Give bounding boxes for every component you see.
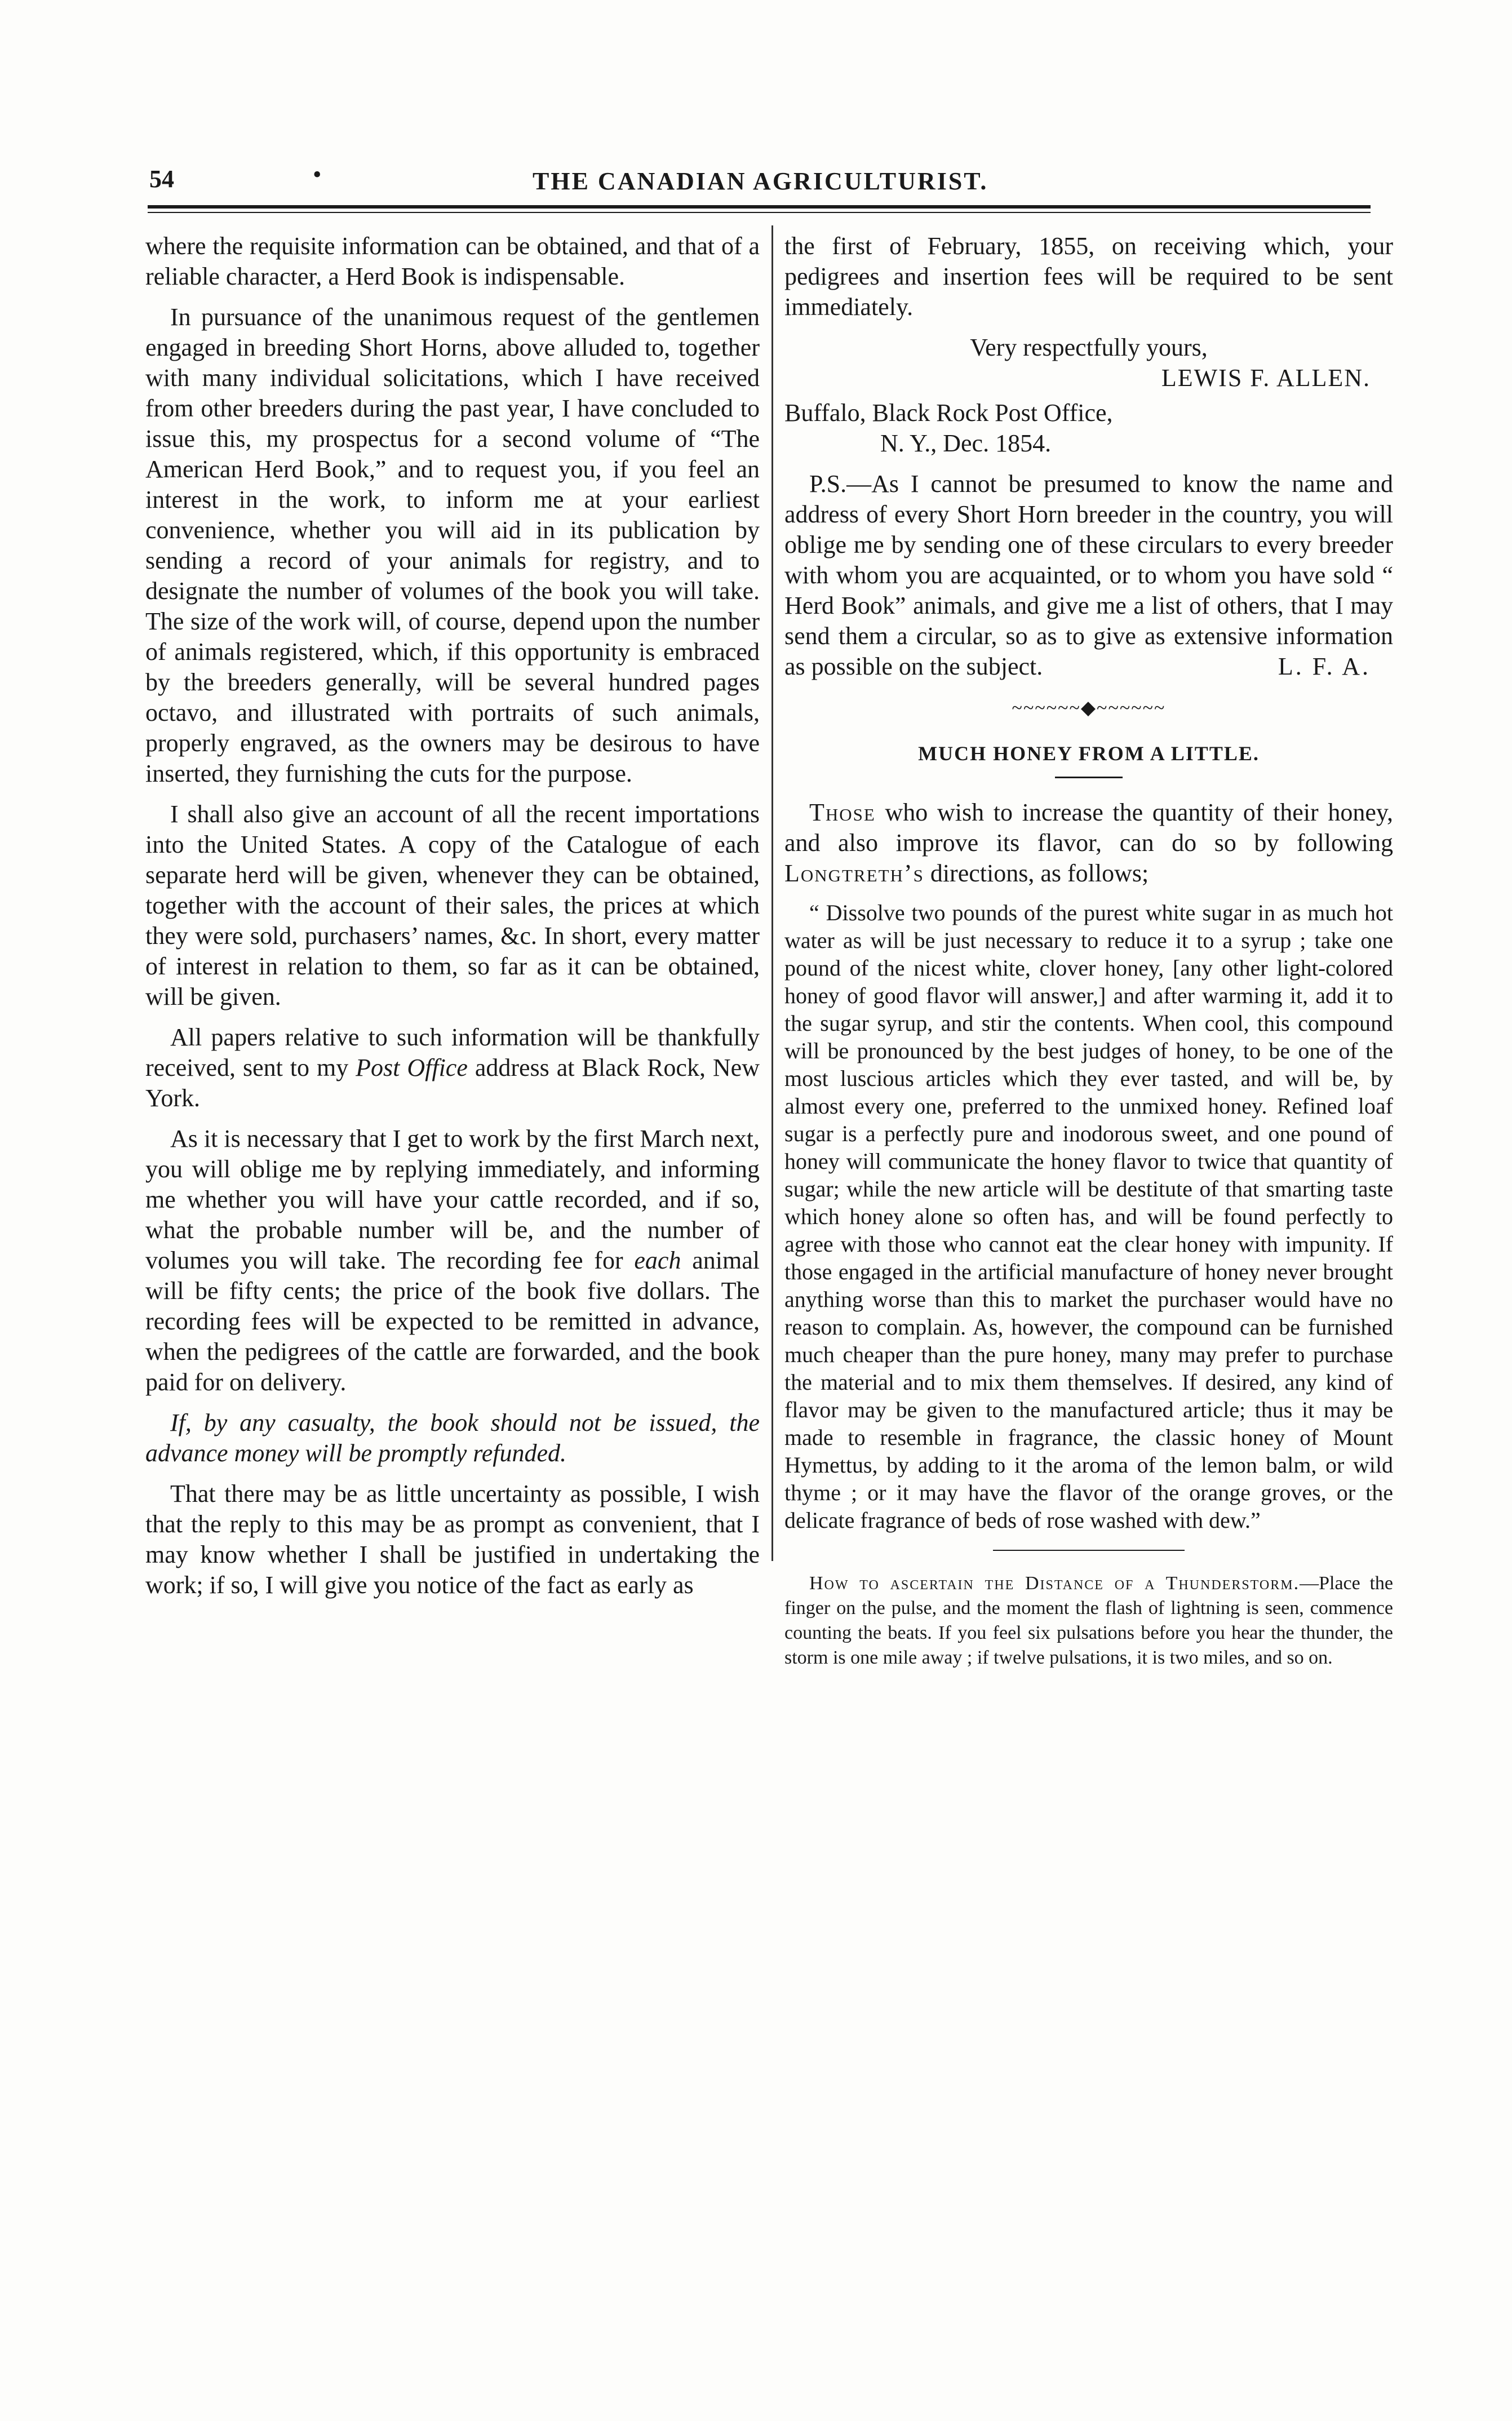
intro-lead-word: Those	[809, 799, 876, 826]
letter-address: Buffalo, Black Rock Post Office,	[784, 399, 1113, 427]
article-title: MUCH HONEY FROM A LITTLE.	[918, 742, 1260, 765]
thunderstorm-text: —Place the finger on the pulse, and the moment the flash of lightning is seen, commence counting the beats. If you feel six pulsations before you hear the thunder, the storm is one mile away ; if twelve pulsations, it is two miles, and so on.	[784, 1573, 1393, 1668]
thunderstorm-note	[784, 1571, 1393, 1670]
intro-text: who wish to increase the quantity of their honey, and also improve its flavor, can do so by following	[784, 799, 1393, 857]
paragraph-uncertainty: That there may be as little uncertainty as possible, I wish that the reply to this may be as prompt as convenient, that I may know whether I shall be justified in undertaking the work; if so, I will give you notice of the fact as early as	[145, 1480, 760, 1599]
papers-text-end: address at Black Rock, New York.	[145, 1054, 760, 1112]
header-rule-thin	[148, 212, 1371, 213]
header-dot: •	[313, 161, 322, 188]
paragraph-february: the first of February, 1855, on receiving which, your pedigrees and insertion fees will be required to be sent immediately.	[784, 232, 1393, 321]
paragraph-importations: I shall also give an account of all the recent importations into the United States. A copy of the Catalogue of each separate herd will be given, whenever they can be obtained, together with the account of their sales, the prices at which they were sold, purchasers’ names, &c. In short, every matter of interest in relation to them, so far as it can be obtained, will be given.	[145, 800, 760, 1010]
right-column	[784, 231, 1393, 1680]
thunderstorm-heading: How to ascertain the Distance of a Thunderstorm.	[809, 1573, 1300, 1594]
papers-text-italic: Post Office	[356, 1054, 468, 1081]
paragraph-herd-book-intro: where the requisite information can be obtained, and that of a reliable character, a Herd Book is indispensable.	[145, 232, 760, 290]
page-number: 54	[149, 165, 174, 193]
honey-recipe-quote: “ Dissolve two pounds of the purest white sugar in as much hot water as will be just necessary to reduce it to a syrup ; take one pound of the nicest white, clover honey, [any other light-colored honey of good flavor will answer,] and after warming it, add it to the sugar syrup, and stir the contents. When cool, this compound will be pronounced by the best judges of honey, to be one of the most luscious articles which they ever tasted, and will be, by almost every one, preferred to the unmixed honey. Refined loaf sugar is a perfectly pure and inodorous sweet, and one pound of honey will communicate the honey flavor to twice that quantity of sugar; while the new article will be destitute of that smarting taste which honey alone so often has, and will be found perfectly to agree with those who cannot eat the clear honey with impunity. If those engaged in the artificial manufacture of honey never brought anything worse than this to market the purchaser would have no reason to complain. As, however, the compound can be furnished much cheaper than the pure honey, many may prefer to purchase the material and to mix them themselves. If desired, any kind of flavor may be given to the manufactured article; thus it may be made to resemble in fragrance, the classic honey of Mount Hymettus, by adding to it the aroma of the lemon balm, or wild thyme ; or it may have the flavor of the orange groves, or the delicate fragrance of beds of rose washed with dew.”	[784, 900, 1393, 1533]
paragraph-prospectus: In pursuance of the unanimous request of the gentlemen engaged in breeding Short Horns, above alluded to, together with many individual solicitations, which I have received from other breeders during the past year, I have concluded to issue this, my prospectus for a second volume of “The American Herd Book,” and to request you, if you feel an interest in the work, to inform me at your earliest convenience, whether you will aid in its publication by sending a record of your animals for registry, and to designate the number of volumes of the book you will take. The size of the work will, of course, depend upon the number of animals registered, which, if this opportunity is embraced by the breeders generally, will be several hundred pages octavo, and illustrated with portraits of such animals, properly engraved, as the owners may be desirous to have inserted, they furnishing the cuts for the purpose.	[145, 303, 760, 787]
intro-text-end: directions, as follows;	[924, 859, 1149, 887]
left-column	[145, 231, 760, 1611]
intro-author-name: Longtreth’s	[784, 859, 924, 887]
header-rule-thick	[148, 205, 1371, 209]
paragraph-papers	[145, 1022, 760, 1114]
article-intro	[784, 797, 1393, 889]
postscript-text: P.S.—As I cannot be presumed to know the name and address of every Short Horn breeder in the country, you will oblige me by sending one of these circulars to every breeder with whom you are acquainted, or to whom you have sold “ Herd Book” animals, and give me a list of others, that I may send them a circular, so as to give as extensive information as possible on the subject.	[784, 470, 1393, 680]
fees-text-italic: each	[634, 1247, 681, 1274]
fees-text-start: As it is necessary that I get to work by the first March next, you will oblige me by replying immediately, and informing me whether you will have your cattle recorded, and if so, what the probable number will be, and the number of volumes you will take. The recording fee for	[145, 1125, 760, 1274]
page-header	[144, 161, 1406, 204]
paragraph-recording-fees	[145, 1124, 760, 1398]
article-end-rule	[993, 1550, 1185, 1551]
postscript-initials: L. F. A.	[1278, 653, 1371, 680]
letter-closing: Very respectfully yours,	[970, 334, 1208, 361]
paragraph-refund: If, by any casualty, the book should not be issued, the advance money will be promptly refunded.	[145, 1409, 760, 1467]
title-rule	[1055, 777, 1123, 778]
letter-date: N. Y., Dec. 1854.	[880, 429, 1052, 457]
column-divider	[771, 225, 773, 1561]
papers-text-start: All papers relative to such information will be thankfully received, sent to my	[145, 1023, 760, 1081]
letter-signature: LEWIS F. ALLEN.	[1161, 364, 1371, 392]
running-title: THE CANADIAN AGRICULTURIST.	[533, 167, 988, 195]
section-ornament: ~~~~~~◆~~~~~~	[1012, 698, 1166, 719]
fees-text-end: animal will be fifty cents; the price of the book five dollars. The recording fees will be expected to be remitted in advance, when the pedigrees of the cattle are forwarded, and the book paid for on delivery.	[145, 1247, 760, 1396]
postscript	[784, 469, 1393, 682]
